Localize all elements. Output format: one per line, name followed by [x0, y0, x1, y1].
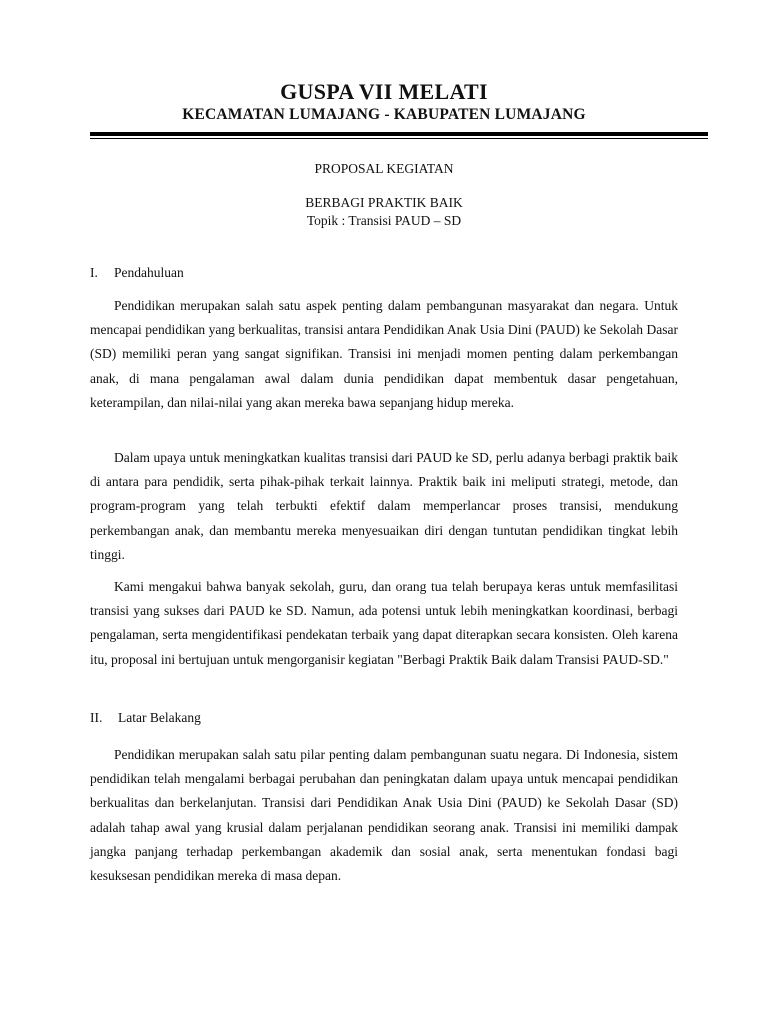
- paragraph: Kami mengakui bahwa banyak sekolah, guru, dan orang tua telah berupaya keras untuk memfasilitasi transisi yang sukses dari PAUD ke SD. Namun, ada potensi untuk lebih meningkatkan koordinasi, berbagi pengalaman, serta mengidentifikasi pendekatan terbaik yang dapat diterapkan secara konsisten. Oleh karena itu, proposal ini bertujuan untuk mengorganisir kegiatan "Berbagi Praktik Baik dalam Transisi PAUD-SD.": [90, 579, 678, 667]
- document-type: PROPOSAL KEGIATAN: [314, 161, 454, 176]
- section-number: I.: [90, 265, 98, 280]
- header-divider-thin: [90, 138, 708, 139]
- section-heading-pendahuluan: [90, 264, 184, 282]
- section-title: Latar Belakang: [118, 710, 201, 725]
- header-divider-thick: [90, 132, 708, 136]
- organization-name: GUSPA VII MELATI: [280, 79, 488, 104]
- paragraph: Pendidikan merupakan salah satu aspek penting dalam pembangunan masyarakat dan negara. Untuk mencapai pendidikan yang berkualitas, transisi antara Pendidikan Anak Usia Dini (PAUD) ke Sekolah Dasar (SD) memiliki peran yang sangat signifikan. Transisi ini menjadi momen penting dalam perkembangan anak, di mana pengalaman awal dalam dunia pendidikan dapat membentuk dasar pengetahuan, keterampilan, dan nilai-nilai yang akan mereka bawa sepanjang hidup mereka.: [90, 298, 678, 410]
- organization-location: KECAMATAN LUMAJANG - KABUPATEN LUMAJANG: [182, 106, 586, 123]
- document-title: BERBAGI PRAKTIK BAIK: [305, 195, 463, 210]
- document-topic: Topik : Transisi PAUD – SD: [306, 213, 462, 228]
- paragraph: Dalam upaya untuk meningkatkan kualitas transisi dari PAUD ke SD, perlu adanya berbagi praktik baik di antara para pendidik, serta pihak-pihak terkait lainnya. Praktik baik ini meliputi strategi, metode, dan program-program yang telah terbukti efektif dalam memperlancar proses transisi, mendukung perkembangan anak, dan membantu mereka menyesuaikan diri dengan tuntutan pendidikan tingkat lebih tinggi.: [90, 450, 678, 562]
- paragraph: Pendidikan merupakan salah satu pilar penting dalam pembangunan suatu negara. Di Indonesia, sistem pendidikan telah mengalami berbagai perubahan dan peningkatan dalam upaya untuk mencapai pendidikan berkualitas dan berkelanjutan. Transisi dari Pendidikan Anak Usia Dini (PAUD) ke Sekolah Dasar (SD) adalah tahap awal yang krusial dalam perjalanan pendidikan seorang anak. Transisi ini memiliki dampak jangka panjang terhadap perkembangan akademik dan sosial anak, serta menentukan fondasi bagi kesuksesan pendidikan mereka di masa depan.: [90, 747, 678, 884]
- section-heading-latar-belakang: [90, 709, 201, 727]
- section-number: II.: [90, 710, 103, 725]
- section-title: Pendahuluan: [114, 265, 184, 280]
